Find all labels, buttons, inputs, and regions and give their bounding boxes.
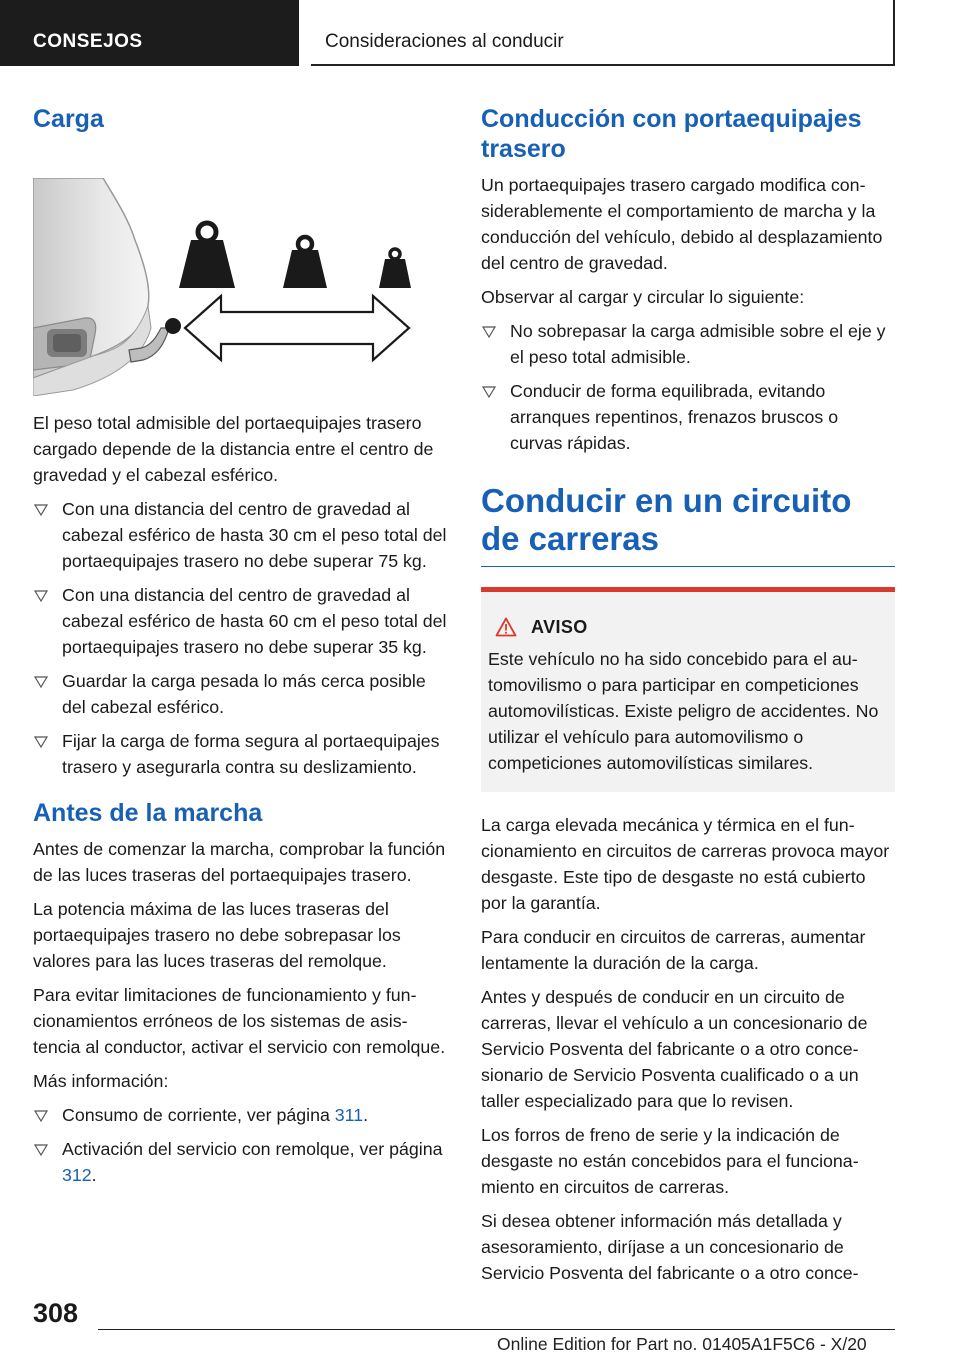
page-header: [0, 0, 960, 66]
triangle-bullet-icon: [33, 582, 49, 608]
reference-text: Consumo de corriente, ver página: [62, 1105, 335, 1125]
circuito-paragraph-1: La carga elevada mecánica y térmica en el funcionamiento en circuitos de carreras provoca mayor desgaste. Este tipo de desgaste no está cubierto por la garantía.: [481, 815, 890, 913]
conduccion-paragraph-1: Un portaequipajes trasero cargado modifica considerablemente el comportamiento de marcha y la conducción del vehículo, debido al desplazamiento del centro de gravedad.: [481, 175, 883, 273]
antes-paragraph-2: La potencia máxima de las luces traseras del portaequipajes trasero no debe sobrepasar los valores para las luces traseras del remolque.: [33, 899, 401, 971]
triangle-bullet-icon: [33, 1136, 49, 1162]
triangle-bullet-icon: [481, 318, 497, 344]
list-item: [481, 318, 895, 370]
antes-paragraph-3: Para evitar limitaciones de funcionamiento y funcionamientos erróneos de los sistemas de asistencia al conductor, activar el servicio con remolque.: [33, 985, 446, 1057]
circuito-heading: Conducir en un circuito de carreras: [481, 482, 852, 557]
antes-heading: Antes de la marcha: [33, 799, 263, 827]
left-column: [33, 100, 447, 1196]
list-item: [33, 728, 447, 780]
section-tab: CONSEJOS: [0, 0, 299, 66]
carga-list: [33, 496, 447, 780]
carga-heading: Carga: [33, 105, 104, 133]
conduccion-paragraph-2: Observar al cargar y circular lo siguiente:: [481, 287, 805, 307]
edition-text: Online Edition for Part no. 01405A1F5C6 - X/20: [497, 1334, 867, 1354]
tow-bar-load-illustration: [33, 178, 447, 396]
header-title-box: [311, 0, 895, 66]
carga-intro: El peso total admisible del portaequipajes trasero cargado depende de la distancia entre el centro de gravedad y el cabezal esférico.: [33, 413, 434, 485]
page-number: 308: [33, 1298, 79, 1328]
list-item: [33, 1136, 447, 1188]
triangle-bullet-icon: [33, 1102, 49, 1128]
mas-info-label: Más información:: [33, 1071, 169, 1091]
list-item: [33, 1102, 447, 1128]
list-item-text: No sobrepasar la carga admisible sobre el eje y el peso total admisible.: [510, 321, 886, 367]
warning-triangle-icon: [495, 617, 517, 637]
reference-list: [33, 1102, 447, 1188]
page-link-312[interactable]: 312: [62, 1165, 92, 1185]
list-item-text: Con una distancia del centro de gravedad al cabezal esférico de hasta 30 cm el peso total del portaequipajes trasero no debe superar 75 kg.: [62, 499, 447, 571]
list-item: [481, 378, 895, 456]
reference-end: .: [91, 1165, 97, 1185]
conduccion-heading: Conducción con portaequipajes trasero: [481, 105, 862, 163]
circuito-heading-block: [481, 482, 895, 567]
warning-header: [488, 614, 887, 640]
triangle-bullet-icon: [33, 668, 49, 694]
reference-text: Activación del servicio con remolque, ver página: [62, 1139, 443, 1159]
triangle-bullet-icon: [33, 728, 49, 754]
circuito-paragraph-4: Los forros de freno de serie y la indicación de desgaste no están concebidos para el funcionamiento en circuitos de carreras.: [481, 1125, 859, 1197]
antes-paragraph-1: Antes de comenzar la marcha, comprobar la función de las luces traseras del portaequipajes trasero.: [33, 839, 446, 885]
warning-label: AVISO: [531, 617, 588, 637]
list-item-text: Guardar la carga pesada lo más cerca posible del cabezal esférico.: [62, 671, 426, 717]
list-item: [33, 496, 447, 574]
header-title: Consideraciones al conducir: [325, 31, 564, 52]
circuito-paragraph-3: Antes y después de conducir en un circuito de carreras, llevar el vehículo a un concesionario de Servicio Posventa del fabricante o a otro concesionario de Servicio Posventa cualificado o a un taller especializado para que lo revisen.: [481, 987, 868, 1111]
warning-text: Este vehículo no ha sido concebido para el automovilismo o para participar en competiciones automovilísticas. Existe peligro de accidentes. No utilizar el vehículo para automovilismo o competiciones automovilísticas similares.: [488, 649, 879, 773]
circuito-paragraph-2: Para conducir en circuitos de carreras, aumentar lentamente la duración de la carga.: [481, 927, 866, 973]
reference-end: .: [363, 1105, 369, 1125]
triangle-bullet-icon: [481, 378, 497, 404]
list-item: [33, 582, 447, 660]
circuito-paragraph-5: Si desea obtener información más detallada y asesoramiento, diríjase a un concesionario de Servicio Posventa del fabricante o a otro conce-: [481, 1211, 859, 1283]
illustration-svg: [33, 178, 447, 396]
conduccion-list: [481, 318, 895, 456]
footer-rule: [98, 1329, 895, 1330]
warning-box: [481, 587, 895, 792]
page-link-311[interactable]: 311: [334, 1105, 364, 1125]
list-item-text: Fijar la carga de forma segura al portaequipajes trasero y asegurarla contra su deslizamiento.: [62, 731, 440, 777]
list-item: [33, 668, 447, 720]
list-item-text: Conducir de forma equilibrada, evitando arranques repentinos, frenazos bruscos o curvas rápidas.: [510, 381, 839, 453]
right-column: [481, 100, 895, 1294]
list-item-text: Con una distancia del centro de gravedad al cabezal esférico de hasta 60 cm el peso total del portaequipajes trasero no debe superar 35 kg.: [62, 585, 447, 657]
triangle-bullet-icon: [33, 496, 49, 522]
